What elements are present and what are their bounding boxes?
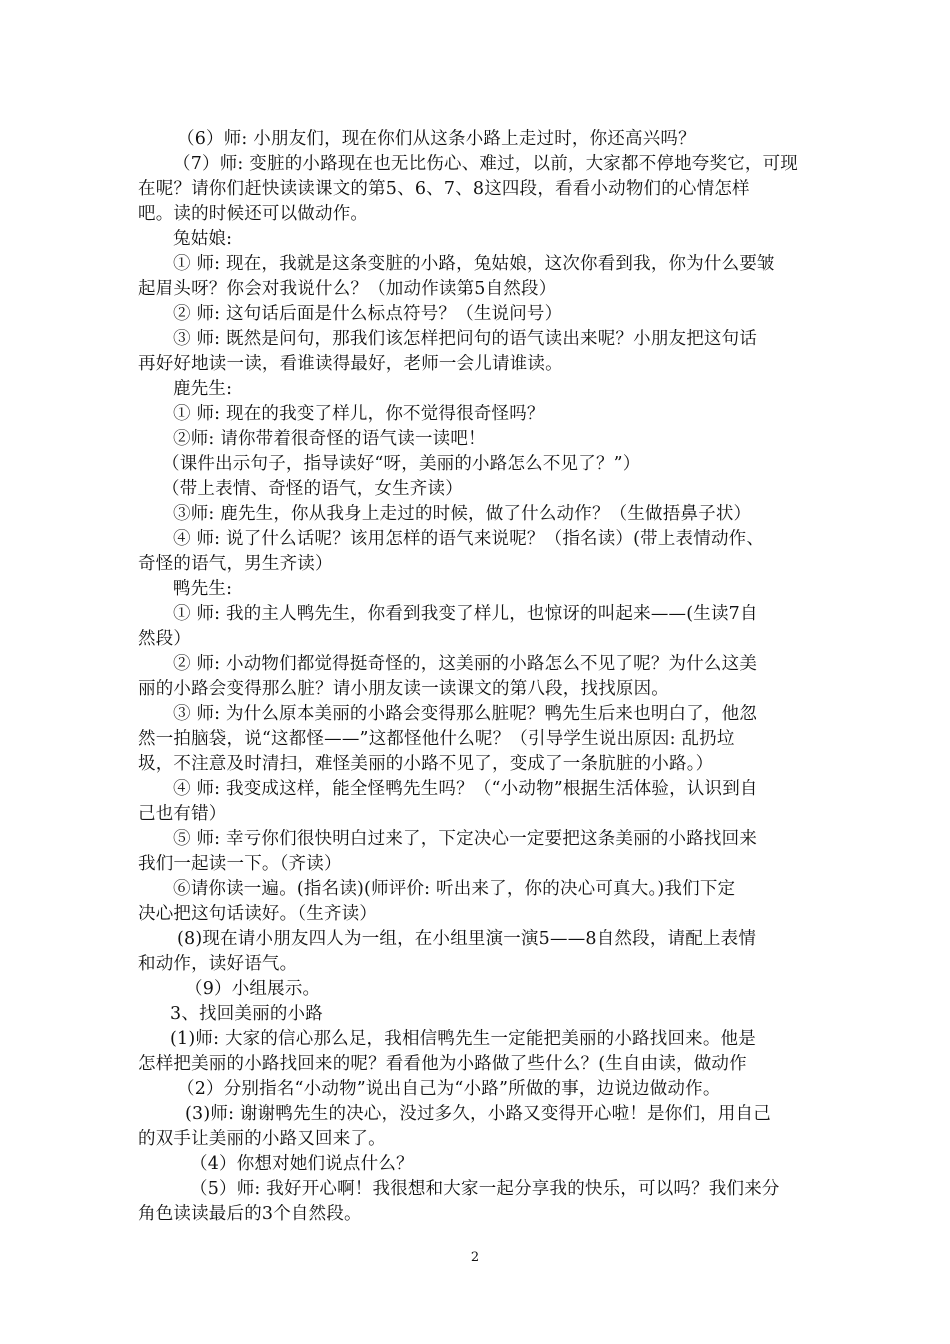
text-line: （7）师: 变脏的小路现在也无比伤心、难过，以前，大家都不停地夸奖它，可现 (173, 154, 798, 174)
text-line: 己也有错） (138, 804, 227, 824)
text-line: ②师: 请你带着很奇怪的语气读一读吧！ (173, 429, 486, 449)
text-line: 我们一起读一下。（齐读） (138, 854, 342, 874)
text-line: 鸭先生: (173, 579, 233, 599)
text-line: （2）分别指名“小动物”说出自己为“小路”所做的事，边说边做动作。 (177, 1079, 721, 1099)
text-line: 怎样把美丽的小路找回来的呢？看看他为小路做了些什么？(生自由读，做动作 (138, 1054, 747, 1074)
text-line: ① 师: 现在，我就是这条变脏的小路，兔姑娘，这次你看到我，你为什么要皱 (173, 254, 775, 274)
text-line: （课件出示句子，指导读好“呀，美丽的小路怎么不见了？”） (162, 454, 641, 474)
text-line: 决心把这句话读好。（生齐读） (138, 904, 378, 924)
text-line: 鹿先生: (173, 379, 233, 399)
text-line: 然段） (138, 629, 192, 649)
text-line: 角色读读最后的3个自然段。 (138, 1204, 362, 1224)
text-line: ③师: 鹿先生，你从我身上走过的时候，做了什么动作？（生做捂鼻子状） (173, 504, 752, 524)
text-line: （4）你想对她们说点什么？ (190, 1154, 414, 1174)
text-line: ④ 师: 我变成这样，能全怪鸭先生吗？（“小动物”根据生活体验，认识到自 (173, 779, 758, 799)
text-line: （5）师: 我好开心啊！我很想和大家一起分享我的快乐，可以吗？我们来分 (190, 1179, 780, 1199)
text-line: 的双手让美丽的小路又回来了。 (138, 1129, 386, 1149)
text-line: ③ 师: 既然是问句，那我们该怎样把问句的语气读出来呢？小朋友把这句话 (173, 329, 758, 349)
text-line: ⑥请你读一遍。(指名读)(师评价: 听出来了，你的决心可真大。)我们下定 (173, 879, 736, 899)
text-line: ② 师: 小动物们都觉得挺奇怪的，这美丽的小路怎么不见了呢？为什么这美 (173, 654, 758, 674)
text-line: 圾，不注意及时清扫，难怪美丽的小路不见了，变成了一条肮脏的小路。） (138, 754, 714, 774)
text-line: ① 师: 我的主人鸭先生，你看到我变了样儿，也惊讶的叫起来——(生读7自 (173, 604, 758, 624)
text-line: （带上表情、奇怪的语气，女生齐读） (162, 479, 463, 499)
text-line: ② 师: 这句话后面是什么标点符号？（生说问号） (173, 304, 563, 324)
text-line: (8)现在请小朋友四人为一组，在小组里演一演5——8自然段，请配上表情 (177, 929, 757, 949)
text-line: (3)师: 谢谢鸭先生的决心，没过多久，小路又变得开心啦！是你们，用自己 (185, 1104, 771, 1124)
page-number: 2 (470, 1250, 480, 1265)
text-line: 吧。读的时候还可以做动作。 (138, 204, 369, 224)
text-line: 3、找回美丽的小路 (170, 1004, 323, 1024)
text-line: 再好好地读一读，看谁读得最好，老师一会儿请谁读。 (138, 354, 563, 374)
text-line: (1)师: 大家的信心那么足，我相信鸭先生一定能把美丽的小路找回来。他是 (170, 1029, 756, 1049)
text-line: 和动作，读好语气。 (138, 954, 298, 974)
text-line: 起眉头呀？你会对我说什么？（加动作读第5自然段） (138, 279, 557, 299)
text-line: 然一拍脑袋，说“这都怪——”这都怪他什么呢？（引导学生说出原因: 乱扔垃 (138, 729, 735, 749)
text-line: ③ 师: 为什么原本美丽的小路会变得那么脏呢？鸭先生后来也明白了，他忽 (173, 704, 758, 724)
text-line: 丽的小路会变得那么脏？请小朋友读一读课文的第八段，找找原因。 (138, 679, 669, 699)
text-line: 在呢？请你们赶快读读课文的第5、6、7、8这四段，看看小动物们的心情怎样 (138, 179, 750, 199)
text-line: （6）师: 小朋友们，现在你们从这条小路上走过时，你还高兴吗？ (177, 129, 696, 149)
text-line: ⑤ 师: 幸亏你们很快明白过来了，下定决心一定要把这条美丽的小路找回来 (173, 829, 758, 849)
text-line: 兔姑娘: (173, 229, 233, 249)
text-line: 奇怪的语气，男生齐读） (138, 554, 333, 574)
text-line: ① 师: 现在的我变了样儿，你不觉得很奇怪吗？ (173, 404, 545, 424)
text-line: （9）小组展示。 (185, 979, 321, 999)
text-line: ④ 师: 说了什么话呢？该用怎样的语气来说呢？（指名读）(带上表情动作、 (173, 529, 765, 549)
